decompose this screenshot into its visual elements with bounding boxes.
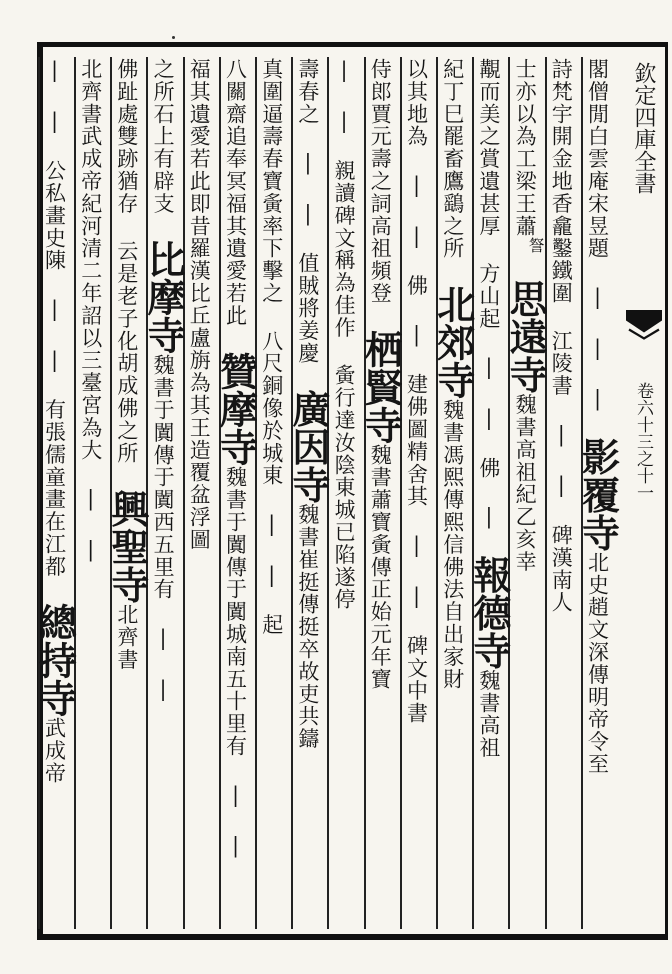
volume-label: 卷六十三之十一 [633,382,653,501]
text-segment: 詩梵宇開金地香龕鑿鐵圍 [549,58,574,330]
text-segment: | | 公私畫史陳 | | 有張儒童畫在江都 [42,58,67,604]
text-segment: 閣僧閒白雲庵宋昱題 | | | [585,58,610,438]
text-segment: 武成帝 [42,717,67,785]
text-segment: 壽春之 | | 值賊將姜慶 [295,58,320,390]
text-segment: 江陵書 | | 碑漢南人 [549,329,574,614]
text-segment: 以其地為 | | 佛 | [404,58,429,374]
text-segment: 魏書于闐傳于闐城南五十里有 | | [223,466,248,860]
ink-speck [172,36,175,39]
temple-heading: 思遠寺 [503,279,549,394]
text-segment: 北齊書武成帝紀河清二年詔以三臺宮為大 | | [78,58,103,563]
text-segment: 即昔羅漢比丘盧旃為其王造覆盆浮圖 [187,192,212,551]
temple-heading: 贊摩寺 [213,352,259,467]
text-column [184,58,219,926]
temple-heading: 北郊寺 [430,285,476,399]
temple-heading: 總持寺 [32,603,78,718]
text-column [401,58,436,926]
text-segment: 北史趙文深傳明帝令至 [585,551,610,776]
text-segment: 士亦以為工梁王蕭 [513,58,538,238]
text-column [213,58,259,926]
text-segment: 魏書崔挺傳挺卒故吏共鑄 [295,503,320,751]
text-segment: 真圍逼壽春寶夤率下擊之 [259,58,284,330]
text-column [466,58,512,926]
temple-heading: 比摩寺 [141,240,187,355]
text-segment: 覯而美之賞遺甚厚 [476,58,501,263]
text-column [76,58,111,926]
text-segment: 八尺銅像於城東 | | 起 [259,329,284,637]
text-column [503,58,549,926]
text-segment: 建佛圖精舍其 | | 碑文中書 [404,373,429,725]
temple-heading: 報德寺 [466,555,512,670]
text-segment: 北齊書 [114,603,139,671]
text-segment: 佛趾處雙跡猶存 [114,58,139,241]
text-segment: 魏書高祖紀乙亥幸 [513,393,538,573]
text-segment: 魏書高祖 [476,669,501,760]
text-column [430,58,476,926]
text-column [329,58,364,926]
text-segment: 魏書蕭寶夤傳正始元年寶 [368,443,393,691]
text-segment: 侍郎賈元壽之詞高祖頻登 [368,58,393,330]
temple-heading: 栖賢寺 [358,329,404,444]
text-segment [513,254,537,279]
text-segment: 魏書于闐傳于闐西五里有 | | [151,354,176,703]
book-title: 欽定四庫全書 [631,62,656,194]
temple-heading: 影覆寺 [575,437,621,552]
text-column [358,58,404,926]
text-segment: 紀丁巳罷畜鷹鷂之所 [440,58,465,285]
text-column [32,58,78,926]
text-column [575,58,621,926]
text-segment: 方山起 | | 佛 | [476,262,501,556]
temple-heading: 興聖寺 [104,489,150,604]
text-segment: 夤行達汝陰東城已陷遂停 [332,364,357,611]
text-column [285,58,331,926]
text-column [257,58,292,926]
text-column [546,58,581,926]
annotation: 詧 [526,237,546,255]
text-segment: 福其遺愛若此 [187,58,212,193]
text-column [104,58,150,926]
text-segment: 魏書馮熙傳熙信佛法自出家財 [440,399,465,691]
text-segment: 八關齋追奉冥福其遺愛若此 [223,58,248,353]
text-segment: | | 親讀碑文稱為佳作 [332,58,357,365]
text-column [141,58,187,926]
fishtail-mark [620,310,668,340]
text-segment: 之所石上有辟支 [151,58,176,241]
text-segment: 云是老子化胡成佛之所 [114,240,139,490]
temple-heading: 廣因寺 [285,389,331,504]
